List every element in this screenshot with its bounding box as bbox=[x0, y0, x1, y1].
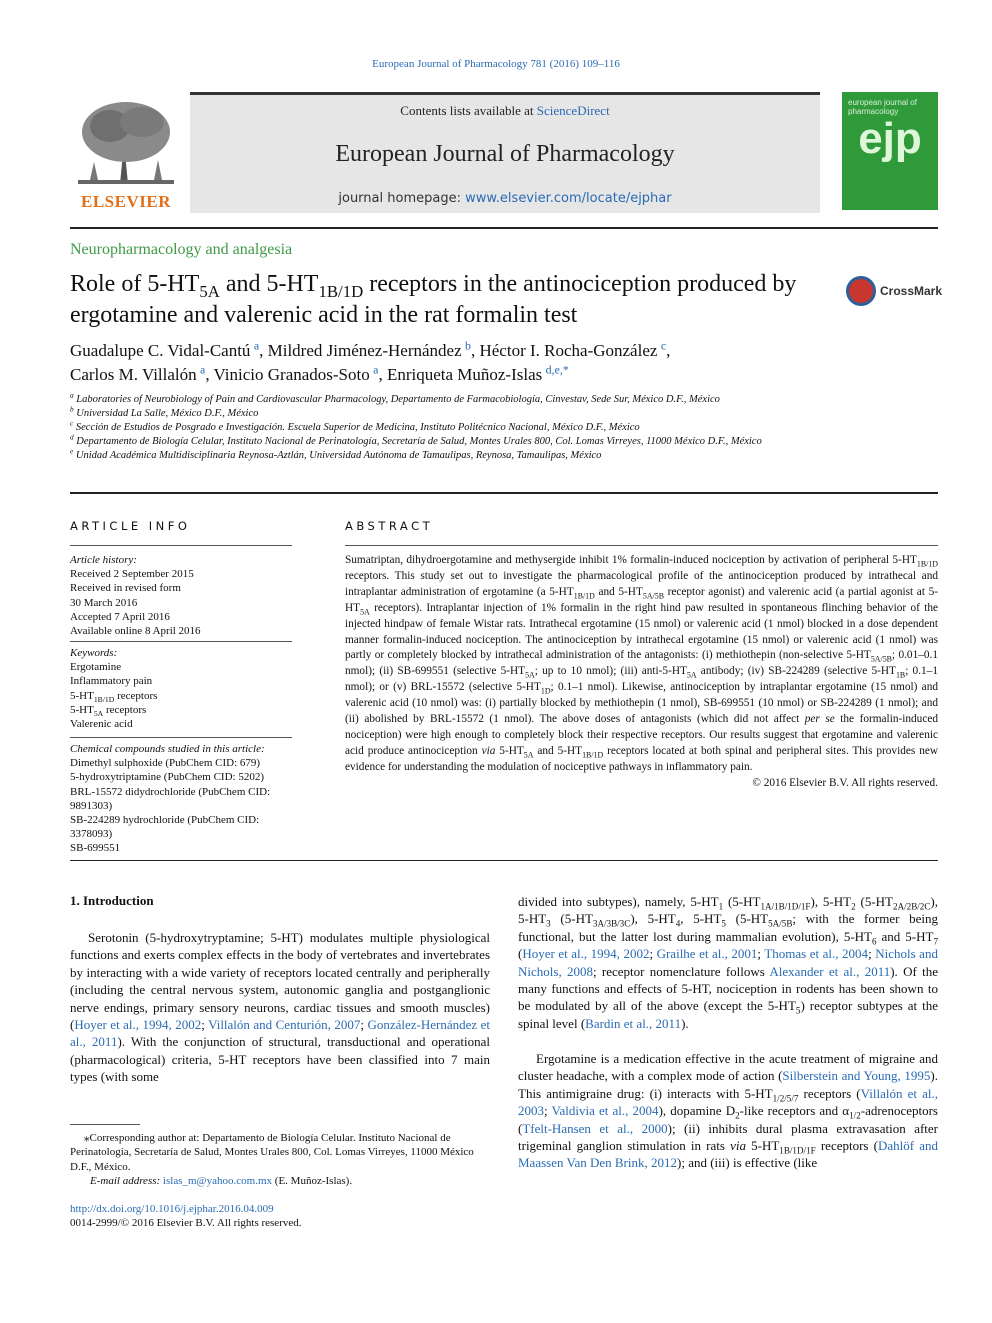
citation-link[interactable]: Alexander et al., 2011 bbox=[769, 963, 891, 979]
crossmark-label: CrossMark bbox=[880, 284, 943, 298]
keyword: Inflammatory pain bbox=[70, 675, 153, 688]
article-title: Role of $5-HT_{5A}$ and $5-HT_{1B/1D}$ receptors in the antinociception produced by ergotamine and valerenic acid in the rat formalin test bbox=[70, 271, 797, 328]
author-affil[interactable]: a bbox=[373, 362, 379, 377]
citation-link[interactable]: Villalón and Centurión, 2007 bbox=[208, 1017, 361, 1033]
abstract-text: Sumatriptan, dihydroergotamine and methysergide inhibit 1% formalin-induced nociception by activation of peripheral $5-HT_{1B/1D}$ receptors. This study set out to investigate the pharmacological profile of the antinociception produced by intrathecal and intraplantar administration of ergotamine (a $5-HT_{1B/1D}$ and $5-HT_{5A/5B}$ receptor agonist) and valerenic acid (a partial agonist at $5-HT_{5A}$ receptors). Intraplantar injection of 1% formalin in the right hind paw resulted in spontaneous flinching behavior of the injected hindpaw of female Wistar rats. Intrathecal ergotamine (15 nmol) or valerenic acid (1 nmol) blocked in a dose dependent manner formalin-induced nociception. The antinociception by intrathecal ergotamine (15 nmol) or valerenic acid (1 nmol) was partly or completely blocked by intrathecal administration of the antagonists: (i) methiothepin (non-selective $5-HT_{5A/5B}$; 0.01–0.1 nmol); (ii) SB-699551 (selective $5-HT_{5A}$; up to 10 nmol); (iii) anti-$5-HT_{5A}$ antibody; (iv) SB-224289 (selective $5-HT_{1B}$; 0.1–1 nmol); or (v) BRL-15572 (selective $5-HT_{1D}$; 0.1–1 nmol). Likewise, antinociception by intraplantar ergotamine (15 nmol) and valerenic acid (10 nmol) was: (i) partially blocked by methiothepin (1 nmol), SB-699551 (10 nmol) or SB-224289 (1 nmol); and (ii) abolished by BRL-15572 (1 nmol). The above doses of antagonists (which did not affect per se the formalin-induced nociception) were high enough to completely block their respective receptors. Our results suggest that ergotamine and valerenic acid produce antinociception via $5-HT_{5A}$ and $5-HT_{1B/1D}$ receptors located at both spinal and peripheral sites. This provides new evidence for understanding the modulation of nociceptive pathways in inflammatory pain. bbox=[345, 554, 939, 773]
doi-link[interactable]: http://dx.doi.org/10.1016/j.ejphar.2016.04.009 bbox=[70, 1203, 274, 1215]
homepage-line bbox=[190, 191, 820, 206]
keyword: $5-HT_{5A}$ receptors bbox=[70, 703, 147, 718]
issn-line: 0014-2999/© 2016 Elsevier B.V. All rights reserved. bbox=[70, 1217, 302, 1230]
author-affil[interactable]: c bbox=[660, 338, 667, 353]
homepage-prefix: journal homepage: bbox=[338, 191, 461, 206]
journal-citation[interactable]: European Journal of Pharmacology 781 (2016) 109–116 bbox=[372, 58, 620, 70]
article-info-heading: ARTICLE INFO bbox=[70, 519, 191, 533]
crossmark-badge[interactable] bbox=[846, 276, 946, 310]
journal-banner bbox=[190, 92, 820, 213]
abstract-heading: ABSTRACT bbox=[345, 519, 434, 533]
affiliation-item: $^d$ Departamento de Biología Celular, Instituto Nacional de Perinatología, Secretaría de Salud, Montes Urales 800, Col. Lomas Virreyes, 11000 México D.F., México bbox=[70, 432, 762, 447]
author-affil[interactable]: d,e,* bbox=[545, 362, 569, 377]
keyword: Valerenic acid bbox=[70, 718, 133, 731]
cover-title: european journal of pharmacology bbox=[848, 98, 917, 116]
citation-link[interactable]: Hoyer et al., 1994, 2002 bbox=[522, 946, 650, 962]
author-name[interactable]: Héctor I. Rocha-González bbox=[479, 341, 658, 360]
citation-link[interactable]: Thomas et al., 2004 bbox=[764, 946, 869, 962]
author-name[interactable]: Vinicio Granados-Soto bbox=[213, 365, 370, 384]
info-rule bbox=[70, 641, 292, 642]
affiliations bbox=[70, 390, 930, 463]
contents-line bbox=[190, 103, 820, 119]
citation-link[interactable]: Silberstein and Young, 1995 bbox=[782, 1068, 931, 1084]
author-name[interactable]: Enriqueta Muñoz-Islas bbox=[386, 365, 543, 384]
footnote-rule bbox=[70, 1124, 140, 1125]
affiliation-item: $^c$ Sección de Estudios de Posgrado e Investigación. Escuela Superior de Medicina, Instituto Politécnico Nacional, México D.F., México bbox=[70, 418, 640, 433]
citation-link[interactable]: González-Hernández et al., 2011 bbox=[70, 1017, 490, 1050]
sciencedirect-link[interactable]: ScienceDirect bbox=[536, 103, 610, 118]
citation-link[interactable]: Valdivia et al., 2004 bbox=[551, 1103, 659, 1119]
crossmark-icon bbox=[846, 276, 876, 306]
author-list: Guadalupe C. Vidal-Cantú $^a$, Mildred Jiménez-Hernández $^b$, Héctor I. Rocha-González $^c$, Carlos M. Villalón $^a$, Vinicio Granados-Soto $^a$, Enriqueta Muñoz-Islas $^{d,e,*}$ bbox=[70, 338, 671, 384]
masthead-rule bbox=[70, 227, 938, 229]
keywords: Keywords: Ergotamine Inflammatory pain $5-HT_{1B/1D}$ receptors $5-HT_{5A}$ receptors Valerenic acid bbox=[70, 646, 292, 731]
masthead bbox=[70, 92, 938, 212]
info-rule bbox=[70, 737, 292, 738]
homepage-link[interactable]: www.elsevier.com/locate/ejphar bbox=[465, 191, 672, 206]
abstract-bottom-rule bbox=[70, 860, 938, 861]
citation-link[interactable]: Bardin et al., 2011 bbox=[585, 1015, 682, 1031]
citation-link[interactable]: Villalón et al., 2003 bbox=[518, 1085, 938, 1119]
author-affil[interactable]: a bbox=[253, 338, 260, 353]
elsevier-wordmark: ELSEVIER bbox=[81, 192, 171, 211]
author-name[interactable]: Guadalupe C. Vidal-Cantú bbox=[70, 341, 251, 360]
info-rule bbox=[70, 545, 292, 546]
author-affil[interactable]: b bbox=[465, 338, 471, 353]
intro-paragraph-1: Serotonin (5-hydroxytryptamine; 5-HT) modulates multiple physiological functions and exerts complex effects in the body of vertebrates and invertebrates by interacting with a wide variety of receptors located centrally and peripherally (including the central nervous system, autonomic ganglia and postganglionic nerve endings, primary sensory neurons, cardiac tissues and smooth muscles) (Hoyer et al., 1994, 2002; Villalón and Centurión, 2007; González-Hernández et al., 2011). With the conjunction of structural, transductional and operational (pharmacological) criteria, 5-HT receptors have been classified into 7 main types (with some bbox=[70, 930, 490, 1085]
author-name[interactable]: Carlos M. Villalón bbox=[70, 365, 197, 384]
intro-heading: 1. Introduction bbox=[70, 893, 154, 908]
email-link[interactable]: islas_m@yahoo.com.mx bbox=[162, 1175, 273, 1188]
chemical-compounds: Chemical compounds studied in this article: Dimethyl sulphoxide (PubChem CID: 679) 5-hydroxytriptamine (PubChem CID: 5202) BRL-15572 didydrochloride (PubChem CID: 9891303) SB-224289 hydrochloride (PubChem CID: 3378093) SB-699551 bbox=[70, 743, 271, 855]
author-name[interactable]: Mildred Jiménez-Hernández bbox=[267, 341, 462, 360]
cover-logo: ejp bbox=[858, 114, 922, 163]
intro-paragraph-3: Ergotamine is a medication effective in the acute treatment of migraine and cluster headache, with a complex mode of action (Silberstein and Young, 1995). This antimigraine drug: (i) interacts with $5-HT_{1/2/5/7}$ receptors (Villalón et al., 2003; Valdivia et al., 2004), dopamine $D_2$-like receptors and $\alpha_{1/2}$-adrenoceptors (Tfelt-Hansen et al., 2000); (ii) inhibits dural plasma extravasation after trigeminal ganglion stimulation in rats via $5-HT_{1B/1D/1F}$ receptors (Dahlöf and Maassen Van Den Brink, 2012); and (iii) is effective (like bbox=[518, 1051, 939, 1171]
article-history: Article history: Received 2 September 2015 Received in revised form 30 March 2016 Accepted 7 April 2016 Available online 8 April 2016 bbox=[70, 554, 201, 638]
citation-link[interactable]: Nichols and Nichols, 2008 bbox=[518, 946, 938, 979]
doi-block bbox=[70, 1202, 302, 1231]
affiliation-item: $^a$ Laboratories of Neurobiology of Pain and Cardiovascular Pharmacology, Departamento de Farmacobiología, Cinvestav, Sede Sur, México D.F., México bbox=[70, 390, 720, 405]
citation-link[interactable]: Grailhe et al., 2001 bbox=[656, 946, 758, 962]
affiliation-item: $^b$ Universidad La Salle, México D.F., México bbox=[70, 404, 259, 419]
intro-paragraph-2: divided into subtypes), namely, $5-HT_1$ $(5-HT_{1A/1B/1D/1F})$, $5-HT_2$ $(5-HT_{2A/2B/2C})$, $5-HT_3$ $(5-HT_{3A/3B/3C})$, $5-HT_4$, $5-HT_5$ ($5-HT_{5A/5B}$; with the former being functional, but the latter lost during mammalian evolution), $5-HT_6$ and $5-HT_7$ (Hoyer et al., 1994, 2002; Grailhe et al., 2001; Thomas et al., 2004; Nichols and Nichols, 2008; receptor nomenclature follows Alexander et al., 2011). Of the many functions and effects of 5-HT, nociception in rodents has been shown to be modulated by all of the above (except the $5-HT_5$) receptor subtypes at the spinal level (Bardin et al., 2011). bbox=[518, 894, 939, 1031]
citation-link[interactable]: Hoyer et al., 1994, 2002 bbox=[74, 1017, 202, 1033]
journal-cover[interactable] bbox=[842, 92, 938, 210]
author-affil[interactable]: a bbox=[200, 362, 206, 377]
keyword: Ergotamine bbox=[70, 661, 122, 674]
copyright: © 2016 Elsevier B.V. All rights reserved. bbox=[752, 776, 938, 789]
citation-link[interactable]: Dahlöf and Maassen Van Den Brink, 2012 bbox=[518, 1138, 938, 1171]
section-label: Neuropharmacology and analgesia bbox=[70, 241, 293, 258]
citation-link[interactable]: Tfelt-Hansen et al., 2000 bbox=[522, 1120, 668, 1136]
journal-name: European Journal of Pharmacology bbox=[335, 141, 675, 167]
header-rule bbox=[70, 492, 938, 494]
contents-prefix: Contents lists available at bbox=[400, 103, 534, 118]
abstract-body bbox=[345, 553, 938, 792]
keyword: $5-HT_{1B/1D}$ receptors bbox=[70, 689, 158, 704]
abstract-rule bbox=[345, 545, 938, 546]
affiliation-item: $^e$ Unidad Académica Multidisciplinaria Reynosa-Aztlán, Universidad Autónoma de Tamaulipas, Reynosa, Tamaulipas, México bbox=[70, 446, 602, 461]
corresponding-footnote: ⁎Corresponding author at: Departamento de Biología Celular. Instituto Nacional de Perinatología, Secretaría de Salud, Montes Urales 800, Col. Lomas Virreyes, 11000 México D.F., México. E-mail address: islas_m@yahoo.com.mx (E. Muñoz-Islas). bbox=[70, 1132, 474, 1188]
